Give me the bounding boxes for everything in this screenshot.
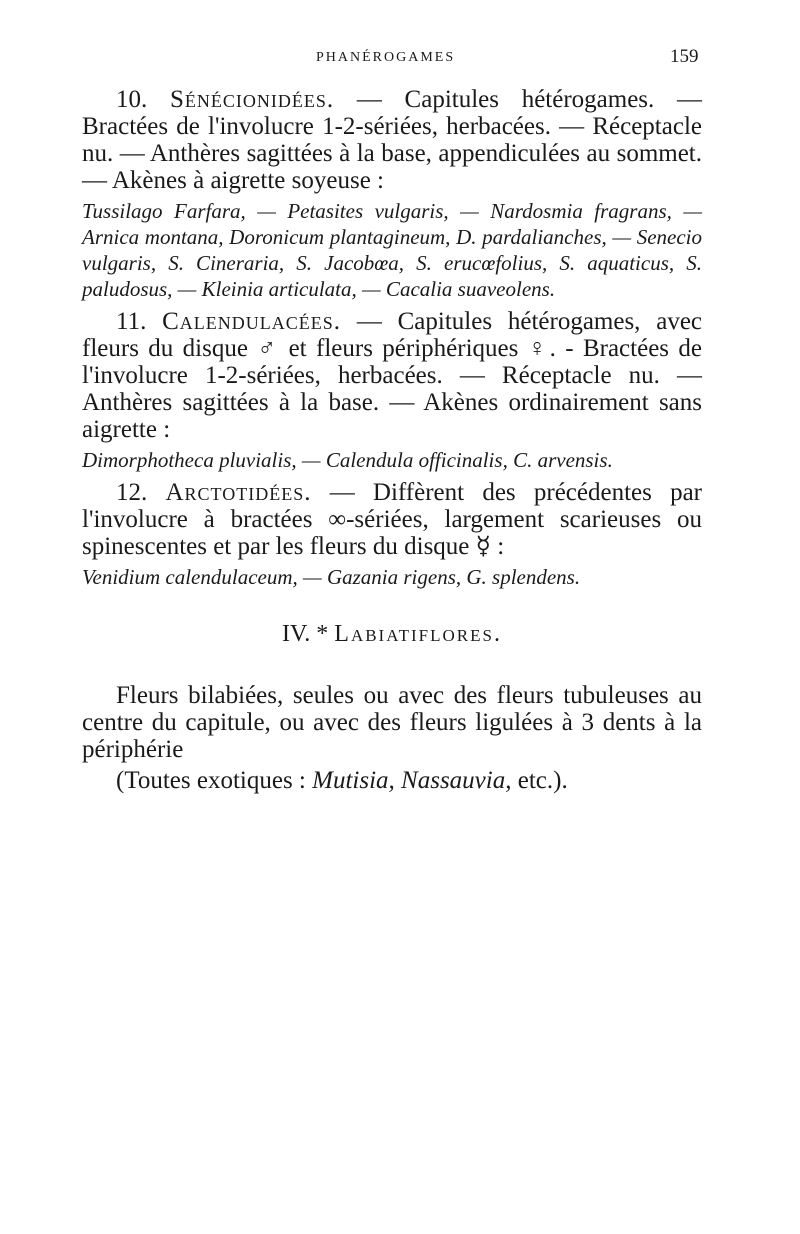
section-11-number: 11. (116, 308, 147, 335)
section-12-examples: Venidium calendulaceum, — Gazania rigens, G. splendens. (82, 565, 581, 589)
section-11-paragraph (82, 308, 702, 443)
page-header (0, 46, 800, 74)
section-iv-note (82, 767, 702, 794)
section-10-text: — Capitules hétérogames. — Bractées de l'involucre 1-2-sériées, herbacées. — Réceptacle nu. — Anthères sagittées à la base, appendiculées au sommet. — Akènes à aigrette soyeuse : (82, 86, 702, 194)
section-12-text: — Diffèrent des précédentes par l'involucre à bractées ∞-sériées, largement scarieuses ou spinescentes et par les fleurs du disque ☿ : (82, 479, 703, 560)
page-number: 159 (670, 46, 699, 67)
section-iv-number: IV. * (282, 621, 329, 647)
section-iv-heading (82, 620, 702, 648)
section-10-number: 10. (116, 86, 148, 113)
section-10-paragraph (82, 86, 702, 194)
section-iv-name: Labiatiflores. (334, 621, 502, 647)
section-iv-note-suffix: etc.). (517, 767, 568, 794)
section-iv-note-prefix: (Toutes exotiques : (116, 767, 306, 794)
section-iv-genus-mutisia: Mutisia, (312, 767, 395, 794)
section-10-name: Sénécionidées. (169, 86, 335, 113)
body-text (82, 86, 702, 798)
section-iv-genus-nassauvia: Nassauvia, (401, 767, 512, 794)
section-12-paragraph (82, 479, 702, 560)
section-11-text: — Capitules hétérogames, avec fleurs du disque ♂ et fleurs périphériques ♀. - Bractées de l'involucre 1-2-sériées, herbacées. — Réceptacle nu. — Anthères sagittées à la base. — Akènes ordinairement sans aigrette : (82, 308, 703, 443)
section-iv-paragraph: Fleurs bilabiées, seules ou avec des fleurs tubuleuses au centre du capitule, ou avec des fleurs ligulées à 3 dents à la périphérie (82, 682, 702, 763)
section-11-examples: Dimorphotheca pluvialis, — Calendula officinalis, C. arvensis. (82, 448, 613, 472)
section-12-name: Arctotidées. (165, 479, 312, 506)
section-12-number: 12. (116, 479, 148, 506)
section-11-name: Calendulacées. (162, 308, 342, 335)
running-title: PHANÉROGAMES (316, 50, 456, 65)
section-10-examples: Tussilago Farfara, — Petasites vulgaris, — Nardosmia fragrans, — Arnica montana, Doronicum plantagineum, D. pardalianches, — Senecio vulgaris, S. Cineraria, S. Jacobœa, S. erucœfolius, S. aquaticus, S. paludosus, — Kleinia articulata, — Cacalia suaveolens. (82, 199, 702, 301)
